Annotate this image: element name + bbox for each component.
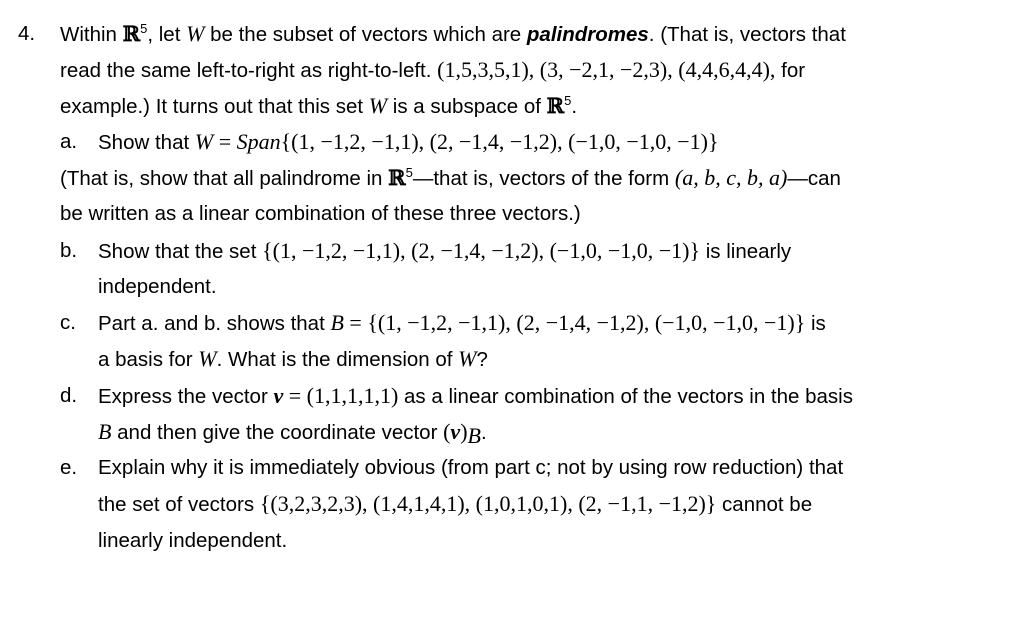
part-text: —that is, vectors of the form [412,167,675,190]
equals: = [283,383,307,408]
math-var: B [330,310,344,335]
intro-line-2 [60,56,805,84]
part-text: be written as a linear combination of these three vectors.) [60,202,581,225]
vector-set: {(1, −1,2, −1,1), (2, −1,4, −1,2), (−1,0, −1,0, −1)} [262,238,701,263]
part-text: Part a. and b. shows that [98,312,331,335]
part-text: is [805,312,826,335]
equals: = [213,129,237,154]
intro-text: be the subset of vectors which are [204,23,527,46]
palindrome-form: (a, b, c, b, a) [674,165,788,190]
part-text: is linearly [700,240,792,263]
intro-text: . [571,95,578,118]
part-label: b. [60,239,78,262]
part-a-line-2 [60,164,841,192]
part-text: Explain why it is immediately obvious (from part c; not by using row reduction) that [98,456,844,479]
intro-text: . (That is, vectors that [648,23,846,46]
span-word: Span [236,129,281,154]
part-text: ? [476,348,488,371]
part-d-line-1 [60,382,77,410]
superscript: 5 [564,93,572,108]
part-d-line-1-text [98,382,853,410]
emphasis-palindromes: palindromes [526,23,649,46]
part-c-line-1 [60,309,76,337]
paren: ) [460,419,468,444]
part-text: and then give the coordinate vector [111,421,444,444]
subscript: B [467,423,481,448]
part-b-line-2 [98,273,217,301]
vector-set: {(3,2,3,2,3), (1,4,1,4,1), (1,0,1,0,1), (2, −1,1, −1,2)} [259,491,717,516]
superscript: 5 [140,21,148,36]
part-text: independent. [98,275,217,298]
intro-text: , let [147,23,187,46]
vector-v: v [273,383,284,408]
vector-value: (1,1,1,1,1) [306,383,399,408]
part-text: a basis for [98,348,199,371]
part-label: d. [60,384,78,407]
basis-set: {(1, −1,2, −1,1), (2, −1,4, −1,2), (−1,0, −1,0, −1)} [367,310,806,335]
real-symbol: ℝ [122,21,141,46]
part-text: . [480,421,487,444]
part-d-line-2 [98,418,487,446]
intro-text: read the same left-to-right as right-to-left. [60,59,438,82]
intro-text: Within [60,23,123,46]
part-text: cannot be [716,493,813,516]
part-c-line-1-text [98,309,826,337]
part-text: Show that the set [98,240,263,263]
math-var: W [194,129,214,154]
part-text: as a linear combination of the vectors in the basis [398,385,853,408]
equals: = [343,310,368,335]
spanning-set: {(1, −1,2, −1,1), (2, −1,4, −1,2), (−1,0, −1,0, −1)} [280,129,719,154]
part-label: a. [60,130,78,153]
part-text: (That is, show that all palindrome in [60,167,389,190]
part-text: linearly independent. [98,529,288,552]
part-e-line-3 [98,527,287,555]
part-a-line-1 [60,128,77,156]
superscript: 5 [405,165,413,180]
math-var: W [198,346,217,371]
intro-text: for [775,59,806,82]
part-label: c. [60,311,76,334]
math-var: W [368,93,388,118]
part-b-line-1-text [98,237,791,265]
part-label: e. [60,456,78,479]
real-symbol: ℝ [546,93,565,118]
paren: ( [443,419,451,444]
part-c-line-2 [98,345,488,373]
real-symbol: ℝ [388,165,406,190]
math-var: W [458,346,477,371]
part-text: . What is the dimension of [216,348,459,371]
part-text: —can [787,167,841,190]
part-a-line-3 [60,200,581,228]
part-b-line-1 [60,237,77,265]
intro-line-1 [18,20,35,48]
part-text: Express the vector [98,385,274,408]
part-a-line-1-text [98,128,719,156]
part-text: Show that [98,131,195,154]
problem-number: 4. [18,22,36,45]
part-text: the set of vectors [98,493,260,516]
math-var: W [186,21,205,46]
part-e-line-1-text [98,454,843,482]
intro-text: is a subspace of [387,95,547,118]
intro-text: example.) It turns out that this set [60,95,369,118]
intro-line-1-text [60,20,846,48]
intro-line-3 [60,92,577,120]
example-vectors: (1,5,3,5,1), (3, −2,1, −2,3), (4,4,6,4,4), [437,57,776,82]
part-e-line-2 [98,490,812,518]
vector-v: v [450,419,461,444]
part-e-line-1 [60,454,77,482]
math-var: B [98,419,112,444]
